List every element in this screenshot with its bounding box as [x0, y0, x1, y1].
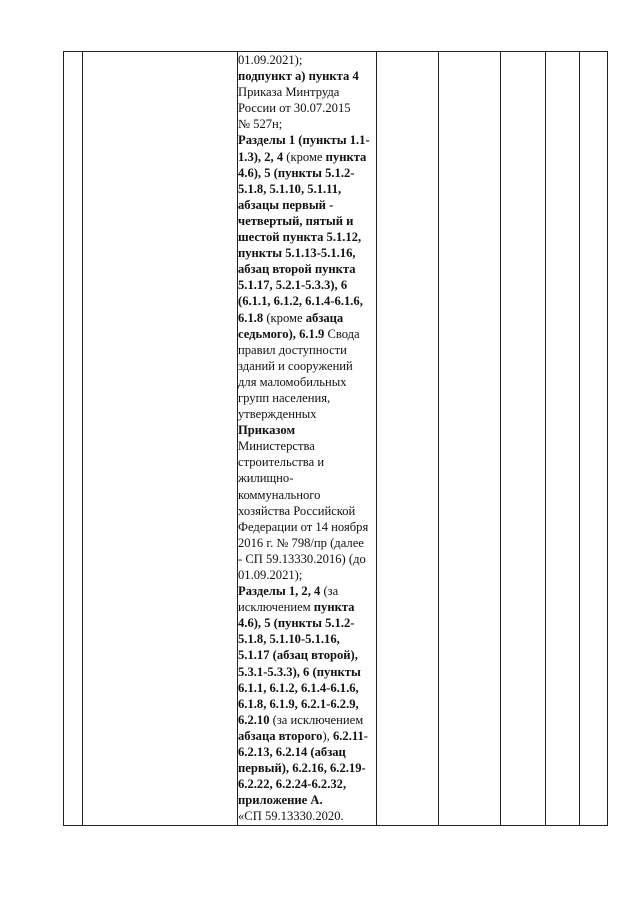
table-cell-col2	[83, 52, 238, 826]
text-segment: 1.3), 2, 4	[238, 149, 287, 164]
text-segment: строительства и	[238, 455, 325, 470]
text-segment: исключением	[238, 600, 314, 615]
table-cell-col8	[580, 52, 608, 826]
text-segment: 6.2.22, 6.2.24-6.2.32,	[238, 777, 347, 792]
text-segment: правил доступности	[238, 342, 347, 357]
text-segment: Федерации от 14 ноября	[238, 519, 369, 534]
requirements-table	[63, 51, 608, 826]
table-cell-col7	[546, 52, 580, 826]
text-segment: 6.2.10	[238, 712, 273, 727]
text-segment: № 527н;	[238, 117, 283, 132]
text-segment: пункты 5.1.13-5.1.16,	[238, 246, 356, 261]
table-cell-col4	[377, 52, 439, 826]
text-segment: 5.3.1-5.3.3), 6 (пункты	[238, 664, 361, 679]
table-cell-col1	[64, 52, 83, 826]
text-segment: утвержденных	[238, 407, 317, 422]
text-segment: 6.1.1, 6.1.2, 6.1.4-6.1.6,	[238, 680, 359, 695]
text-segment: (6.1.1, 6.1.2, 6.1.4-6.1.6,	[238, 294, 363, 309]
text-segment: подпункт а) пункта 4	[238, 69, 359, 84]
table-row	[64, 52, 608, 826]
text-segment: четвертый, пятый и	[238, 213, 354, 228]
text-segment: абзацы первый -	[238, 197, 334, 212]
text-segment: абзаца второго	[238, 728, 323, 743]
text-segment: 5.1.8, 5.1.10, 5.1.11,	[238, 181, 342, 196]
text-segment: 01.09.2021);	[238, 568, 303, 582]
text-segment: седьмого), 6.1.9	[238, 326, 328, 341]
text-segment: коммунального	[238, 487, 321, 502]
text-segment: (за исключением	[272, 712, 364, 727]
text-segment: пункта	[313, 600, 355, 615]
text-segment: «СП 59.13330.2020.	[238, 809, 344, 824]
text-segment: пункта	[325, 149, 367, 164]
text-segment: Приказа Минтруда	[238, 85, 340, 100]
text-segment: Приказом	[238, 423, 296, 438]
text-segment: 4.6), 5 (пункты 5.1.2-	[238, 165, 355, 180]
text-segment: для маломобильных	[238, 374, 347, 389]
text-segment: абзаца	[305, 310, 344, 325]
text-segment: (кроме	[286, 149, 326, 164]
text-segment: 4.6), 5 (пункты 5.1.2-	[238, 616, 355, 631]
table-cell-col6	[501, 52, 546, 826]
text-segment: 6.1.8, 6.1.9, 6.2.1-6.2.9,	[238, 696, 359, 711]
legal-basis-cell	[238, 52, 377, 826]
text-segment: 2016 г. № 798/пр (далее	[238, 535, 364, 550]
text-segment: России от 30.07.2015	[238, 101, 351, 116]
text-segment: ),	[322, 728, 333, 743]
text-segment: групп населения,	[238, 390, 331, 405]
table-cell-col5	[439, 52, 501, 826]
text-segment: 01.09.2021);	[238, 53, 303, 67]
text-segment: хозяйства Российской	[238, 503, 356, 518]
text-segment: Министерства	[238, 439, 315, 454]
text-segment: первый), 6.2.16, 6.2.19-	[238, 761, 366, 776]
text-segment: приложение А.	[238, 793, 323, 808]
legal-basis-text	[238, 52, 376, 825]
text-segment: 5.1.8, 5.1.10-5.1.16,	[238, 632, 340, 647]
text-segment: 6.2.11-	[332, 728, 368, 743]
text-segment: зданий и сооружений	[238, 358, 353, 373]
text-segment: 5.1.17, 5.2.1-5.3.3), 6	[238, 278, 348, 293]
text-segment: - СП 59.13330.2016) (до	[238, 551, 366, 566]
text-segment: (кроме	[266, 310, 306, 325]
text-segment: 6.2.13, 6.2.14 (абзац	[238, 745, 346, 760]
text-segment: Разделы 1, 2, 4	[238, 584, 324, 599]
text-segment: жилищно-	[238, 471, 294, 486]
text-segment: 5.1.17 (абзац второй),	[238, 648, 358, 663]
text-segment: Свода	[327, 326, 360, 341]
text-segment: (за	[323, 584, 339, 599]
text-segment: шестой пункта 5.1.12,	[238, 230, 362, 245]
text-segment: абзац второй пункта	[238, 262, 356, 277]
text-segment: Разделы 1 (пункты 1.1-	[238, 133, 370, 148]
text-segment: 6.1.8	[238, 310, 267, 325]
